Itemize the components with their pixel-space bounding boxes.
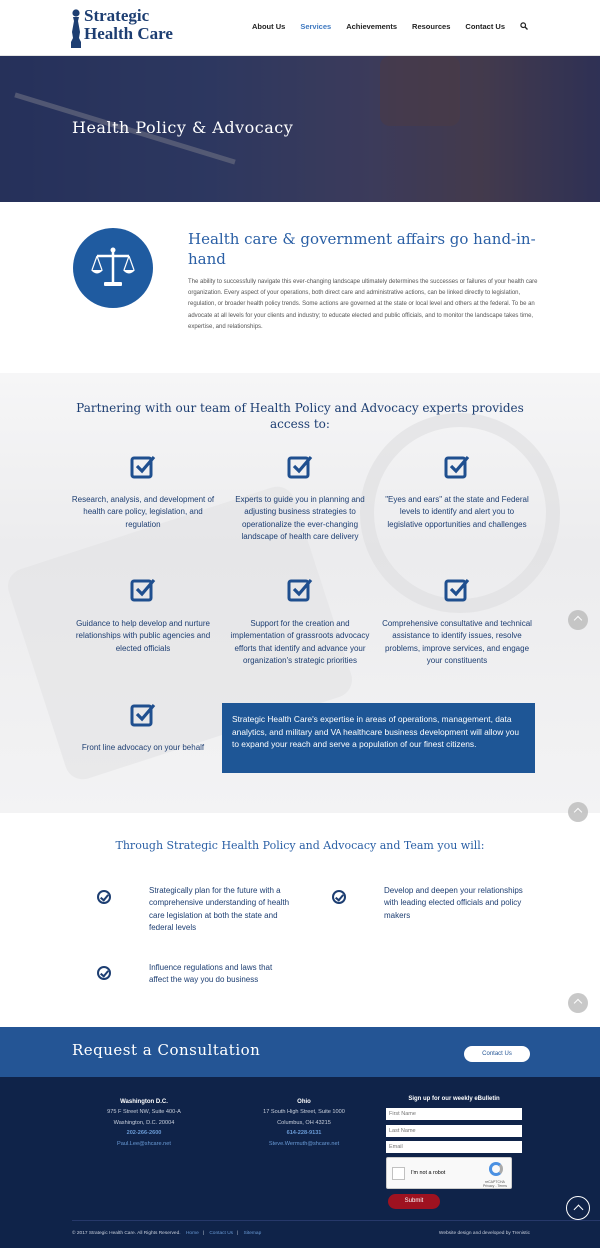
search-icon[interactable] (520, 22, 528, 30)
design-credit: Website design and developed by Trenistic (438, 1231, 530, 1236)
signup-title: Sign up for our weekly eBulletin (408, 1096, 500, 1102)
partner-item: Front line advocacy on your behalf (81, 743, 205, 752)
recaptcha-label: I'm not a robot (411, 1170, 446, 1176)
partner-item: Research, analysis, and development of health care policy, legislation, and regulation (71, 495, 215, 529)
check-circle-icon (332, 890, 346, 904)
partner-item: "Eyes and ears" at the state and Federal levels to identify and alert you to legislative opportunities and challenges (385, 495, 529, 529)
copyright-text: © 2017 Strategic Health Care. All Rights Reserved. (72, 1231, 181, 1236)
checkbox-icon (130, 577, 156, 603)
recaptcha-brand-name: reCAPTCHA (485, 1180, 505, 1184)
recaptcha-brand (483, 1180, 507, 1188)
office-ohio (229, 1097, 379, 1149)
office-title: Ohio (297, 1099, 311, 1105)
nav-item-achievements[interactable]: Achievements (346, 22, 398, 31)
recaptcha-widget (386, 1157, 512, 1189)
site-header (0, 0, 600, 56)
partner-item: Experts to guide you in planning and adjusting business strategies to operationalize the ever-changing landscape of health care delivery (235, 495, 365, 542)
first-name-input[interactable] (386, 1108, 522, 1120)
office-address-line1: 17 South High Street, Suite 1000 (263, 1109, 345, 1116)
logo-line1: Strategic (84, 6, 150, 25)
back-to-top-button[interactable] (566, 1196, 590, 1220)
partner-item: Guidance to help develop and nurture relationships with public agencies and elected officials (75, 619, 211, 653)
page-title: Health Policy & Advocacy (72, 118, 294, 137)
submit-button[interactable]: Submit (388, 1194, 440, 1209)
through-item: Influence regulations and laws that affect the way you do business (149, 963, 273, 985)
expertise-callout: Strategic Health Care's expertise in areas of operations, management, data analytics, and military and VA healthcare business development will allow you to expand your reach and serve a population of our finest citizens. (222, 703, 535, 773)
office-phone[interactable]: 202-266-2600 (126, 1130, 162, 1137)
recaptcha-checkbox[interactable] (392, 1167, 405, 1180)
newsletter-signup (386, 1096, 522, 1158)
checkbox-icon (130, 454, 156, 480)
hero-banner (0, 56, 600, 202)
footer-link-sitemap[interactable]: Sitemap (243, 1231, 262, 1236)
through-item: Develop and deepen your relationships with leading elected officials and policy makers (384, 886, 523, 920)
intro-heading: Health care & government affairs go hand-in-hand (188, 230, 536, 268)
nav-item-services[interactable]: Services (300, 22, 332, 31)
logo-line2: Health Care (84, 24, 173, 43)
partner-heading: Partnering with our team of Health Policy and Advocacy experts provides access to: (76, 401, 524, 431)
scroll-up-button[interactable] (568, 802, 588, 822)
checkbox-icon (130, 702, 156, 728)
chess-piece-icon (70, 8, 82, 48)
checkbox-icon (287, 577, 313, 603)
office-email-link[interactable]: Paul.Lee@shcare.net (117, 1140, 171, 1147)
office-dc (69, 1097, 219, 1149)
scroll-up-button[interactable] (568, 610, 588, 630)
scroll-up-button[interactable] (568, 993, 588, 1013)
email-input[interactable] (386, 1141, 522, 1153)
copyright-bar: © 2017 Strategic Health Care. All Rights Reserved. Home | Contact Us | Sitemap (72, 1231, 262, 1236)
checkbox-icon (444, 454, 470, 480)
scales-icon (89, 246, 137, 290)
through-item: Strategically plan for the future with a comprehensive understanding of health care legislation at both the state and federal levels (149, 886, 290, 933)
recaptcha-logo-icon (489, 1162, 503, 1176)
partner-item: Support for the creation and implementation of grassroots advocacy efforts that identify and advance your organization's strategic priorities (230, 619, 370, 666)
last-name-input[interactable] (386, 1125, 522, 1137)
scales-badge (73, 228, 153, 308)
nav-item-about-us[interactable]: About Us (251, 22, 286, 31)
intro-body: The ability to successfully navigate this ever-changing landscape ultimately determines the successes or failures of your health care organization. Every aspect of your operations, both direct care and administrative actions, can be linked directly to legislation, regulation, or broader health policy trends. Some actions are governed at the state or local level and others at the federal. To be an advocate at all levels for your clients and industry; to educate elected and public officials, and to monitor the landscape takes time, expertise, and relationships. (188, 279, 538, 330)
checkbox-icon (444, 577, 470, 603)
nav-item-resources[interactable]: Resources (412, 22, 451, 31)
office-address-line2: Columbus, OH 43215 (277, 1119, 331, 1126)
nav-item-contact-us[interactable]: Contact Us (465, 22, 505, 31)
footer-divider (72, 1220, 600, 1221)
recaptcha-terms-links[interactable]: Privacy - Terms (482, 1184, 507, 1188)
contact-us-button[interactable]: Contact Us (464, 1046, 530, 1062)
consultation-banner (0, 1027, 600, 1077)
check-circle-icon (97, 966, 111, 980)
check-circle-icon (97, 890, 111, 904)
checkbox-icon (287, 454, 313, 480)
logo[interactable] (70, 6, 195, 48)
main-nav (252, 22, 528, 31)
through-heading: Through Strategic Health Policy and Advocacy and Team you will: (115, 839, 485, 852)
partner-item: Comprehensive consultative and technical assistance to identify issues, resolve problems, improve services, and engage your constituents (382, 619, 532, 666)
office-phone[interactable]: 614-228-9131 (286, 1130, 322, 1137)
office-address-line2: Washington, D.C. 20004 (113, 1119, 175, 1126)
office-title: Washington D.C. (120, 1099, 168, 1105)
footer-link-home[interactable]: Home (185, 1231, 199, 1236)
footer-link-contact-us[interactable]: Contact Us (209, 1231, 234, 1236)
consultation-heading: Request a Consultation (72, 1041, 261, 1059)
office-email-link[interactable]: Steve.Wermuth@shcare.net (268, 1140, 340, 1147)
office-address-line1: 975 F Street NW, Suite 400-A (107, 1109, 181, 1116)
